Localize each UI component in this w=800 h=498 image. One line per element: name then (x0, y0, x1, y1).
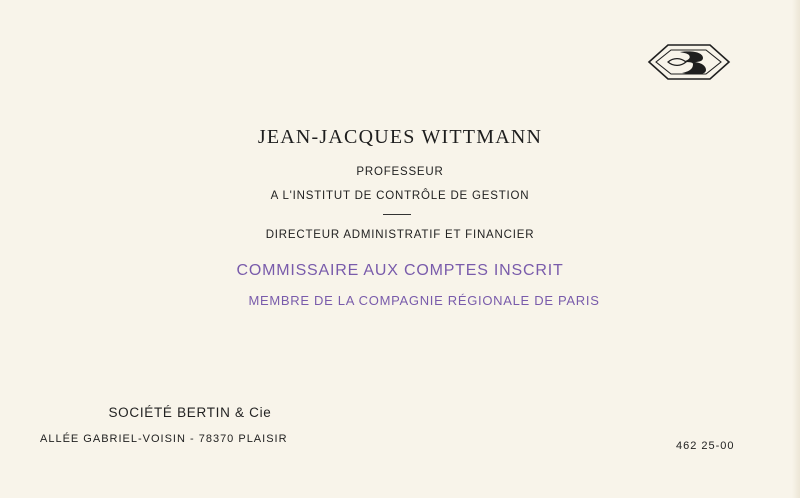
bertin-logo-icon (646, 42, 732, 82)
person-name: JEAN-JACQUES WITTMANN (257, 126, 543, 148)
stamp-line-2: MEMBRE DE LA COMPAGNIE RÉGIONALE DE PARIS (248, 293, 600, 308)
title-divider (383, 214, 411, 215)
job-title-professor: PROFESSEUR (356, 166, 444, 178)
company-name: SOCIÉTÉ BERTIN & Cie (108, 405, 272, 420)
phone-number: 462 25-00 (676, 440, 735, 452)
card-edge (792, 0, 800, 498)
stamp-line-1: COMMISSAIRE AUX COMPTES INSCRIT (236, 262, 564, 279)
job-title-director: DIRECTEUR ADMINISTRATIF ET FINANCIER (265, 229, 535, 241)
company-address: ALLÉE GABRIEL-VOISIN - 78370 PLAISIR (40, 433, 288, 445)
institution-line: A L'INSTITUT DE CONTRÔLE DE GESTION (270, 190, 530, 202)
